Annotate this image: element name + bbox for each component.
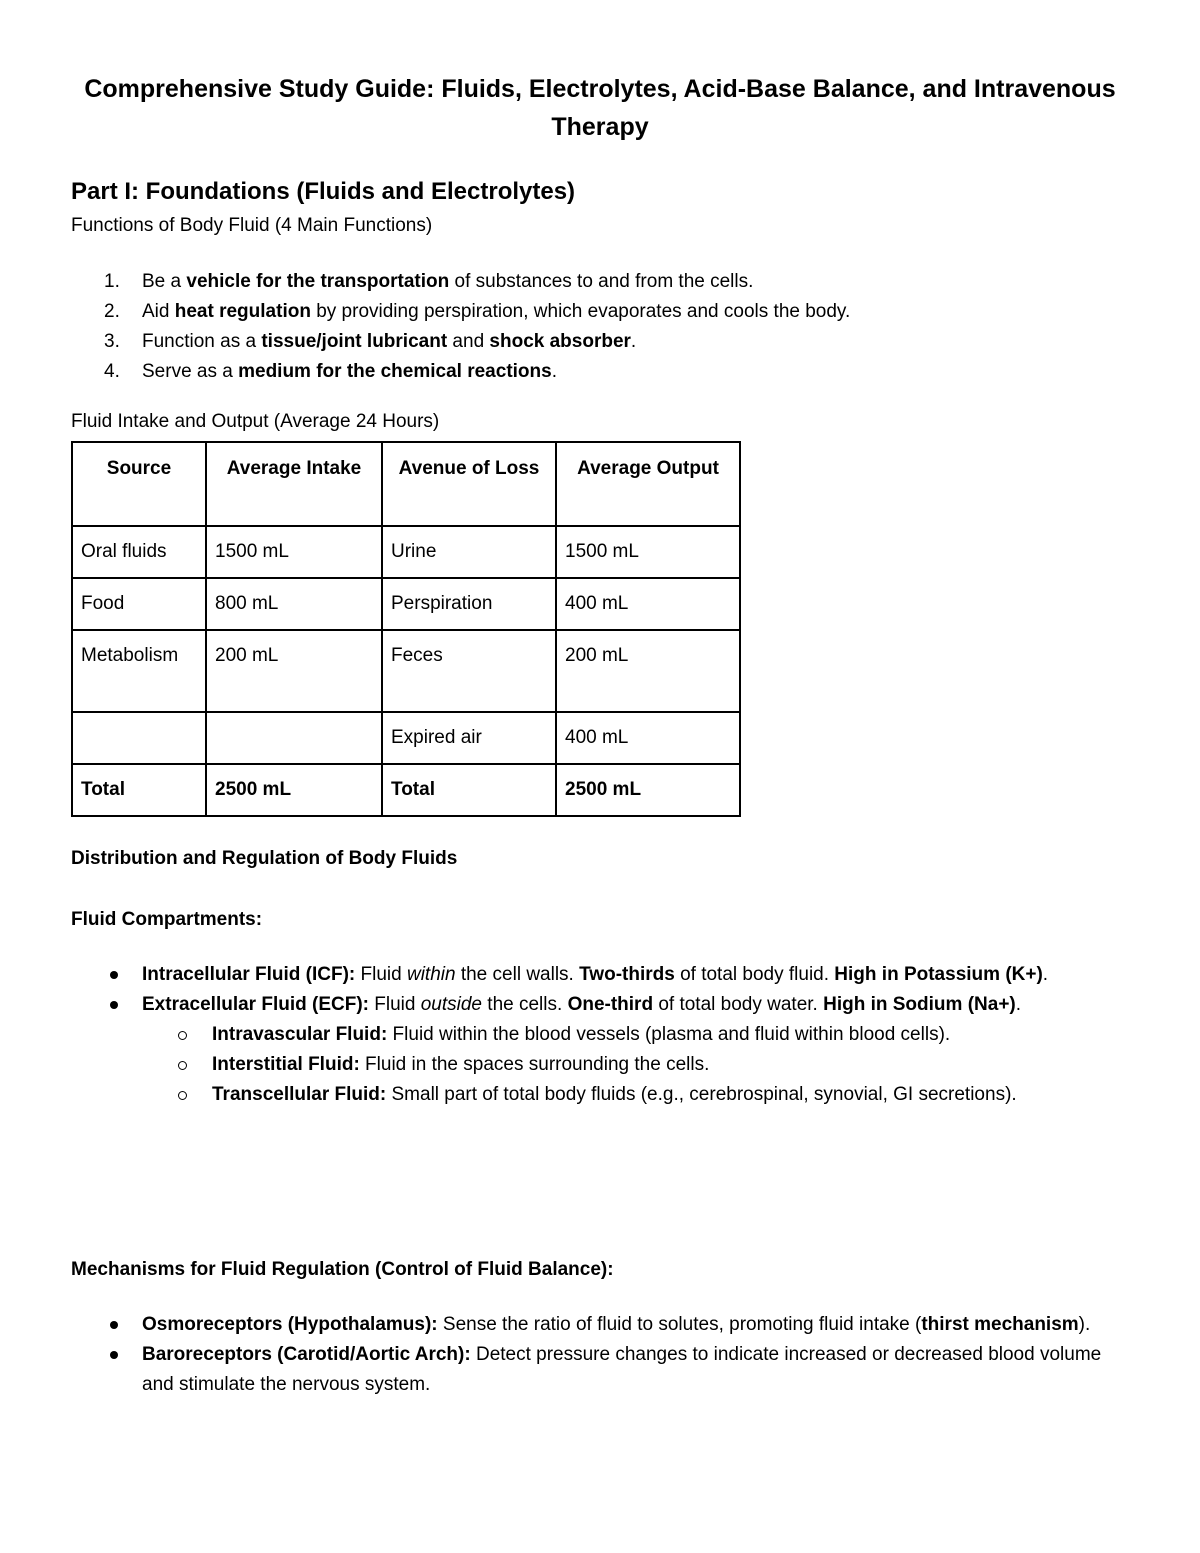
sub-list-item	[178, 1020, 1118, 1050]
item-label: Transcellular Fluid:	[212, 1084, 387, 1105]
list-item	[108, 1310, 1118, 1340]
list-item	[108, 960, 1118, 990]
item-bold: thirst mechanism	[921, 1314, 1079, 1335]
functions-heading: Functions of Body Fluid (4 Main Functions)	[71, 215, 433, 236]
item-text: .	[1015, 994, 1022, 1015]
distribution-heading: Distribution and Regulation of Body Fluids	[71, 848, 458, 869]
list-item	[100, 297, 850, 327]
item-bold: High in Potassium (K+)	[834, 964, 1043, 985]
table-header-row	[72, 442, 740, 526]
list-item	[108, 1340, 1118, 1400]
item-number: 2.	[104, 301, 120, 322]
item-bold: medium for the chemical reactions	[238, 361, 552, 382]
column-header: Avenue of Loss	[382, 442, 556, 526]
column-header: Source	[72, 442, 206, 526]
table-cell: 1500 mL	[206, 526, 382, 578]
item-text: Function as a	[142, 331, 262, 352]
bullet-icon	[110, 971, 118, 979]
table-row	[72, 712, 740, 764]
item-text: .	[1042, 964, 1049, 985]
table-cell: 200 mL	[206, 630, 382, 712]
table-cell: Oral fluids	[72, 526, 206, 578]
item-text: and	[447, 331, 490, 352]
item-bold: One-third	[567, 994, 654, 1015]
list-item	[100, 327, 850, 357]
item-text: Serve as a	[142, 361, 239, 382]
table-total-row	[72, 764, 740, 816]
item-text: the cell walls.	[455, 964, 580, 985]
table-cell: Feces	[382, 630, 556, 712]
hollow-bullet-icon	[178, 1031, 187, 1040]
item-label: Intracellular Fluid (ICF):	[142, 964, 356, 985]
item-label: Osmoreceptors (Hypothalamus):	[142, 1314, 438, 1335]
column-header: Average Intake	[206, 442, 382, 526]
item-label: Interstitial Fluid:	[212, 1054, 360, 1075]
item-text: Sense the ratio of fluid to solutes, promoting fluid intake (	[437, 1314, 922, 1335]
item-text: Fluid	[368, 994, 421, 1015]
item-text: Small part of total body fluids (e.g., cerebrospinal, synovial, GI secretions).	[386, 1084, 1017, 1105]
item-text: .	[551, 361, 557, 382]
item-text: Fluid	[355, 964, 407, 985]
intake-output-table	[71, 441, 741, 817]
table-cell: Expired air	[382, 712, 556, 764]
mechanisms-heading: Mechanisms for Fluid Regulation (Control of Fluid Balance):	[71, 1259, 614, 1280]
table-cell: Urine	[382, 526, 556, 578]
item-bold: shock absorber	[489, 331, 631, 352]
item-number: 3.	[104, 331, 120, 352]
item-emphasis: outside	[420, 994, 483, 1015]
item-number: 4.	[104, 361, 120, 382]
table-cell: 800 mL	[206, 578, 382, 630]
item-label: Baroreceptors (Carotid/Aortic Arch):	[142, 1344, 471, 1365]
part-heading: Part I: Foundations (Fluids and Electrolytes)	[71, 178, 576, 205]
item-text: of total body fluid.	[674, 964, 835, 985]
item-label: Extracellular Fluid (ECF):	[142, 994, 369, 1015]
item-text: .	[630, 331, 637, 352]
item-bold: vehicle for the transportation	[186, 271, 450, 292]
item-emphasis: within	[406, 964, 456, 985]
sub-list-item	[178, 1050, 1118, 1080]
item-bold: High in Sodium (Na+)	[823, 994, 1016, 1015]
item-bold: Two-thirds	[579, 964, 675, 985]
table-cell	[206, 712, 382, 764]
item-text: Fluid within the blood vessels (plasma and fluid within blood cells).	[387, 1024, 951, 1045]
hollow-bullet-icon	[178, 1091, 187, 1100]
table-caption: Fluid Intake and Output (Average 24 Hours)	[71, 411, 440, 432]
sub-list-item	[178, 1080, 1118, 1110]
item-number: 1.	[104, 271, 120, 292]
table-cell: Perspiration	[382, 578, 556, 630]
table-cell: 400 mL	[556, 578, 740, 630]
compartments-heading: Fluid Compartments:	[71, 909, 263, 930]
table-cell	[72, 712, 206, 764]
list-item	[108, 990, 1118, 1020]
bullet-icon	[110, 1001, 118, 1009]
table-cell: Total	[382, 764, 556, 816]
table-cell: 400 mL	[556, 712, 740, 764]
table-row	[72, 526, 740, 578]
document-title: Comprehensive Study Guide: Fluids, Electrolytes, Acid-Base Balance, and Intravenous Therapy	[84, 75, 1116, 141]
table-row	[72, 630, 740, 712]
hollow-bullet-icon	[178, 1061, 187, 1070]
item-bold: heat regulation	[174, 301, 311, 322]
item-text: of total body water.	[653, 994, 824, 1015]
item-text: Fluid in the spaces surrounding the cells.	[359, 1054, 710, 1075]
table-cell: 2500 mL	[556, 764, 740, 816]
item-text: of substances to and from the cells.	[449, 271, 754, 292]
mechanisms-list	[108, 1310, 1118, 1400]
bullet-icon	[110, 1321, 118, 1329]
table-cell: 200 mL	[556, 630, 740, 712]
item-text: Be a	[142, 271, 187, 292]
list-item	[100, 267, 850, 297]
item-text: Aid	[142, 301, 175, 322]
functions-list	[100, 267, 850, 387]
column-header: Average Output	[556, 442, 740, 526]
table-cell: 1500 mL	[556, 526, 740, 578]
list-item	[100, 357, 850, 387]
item-text: Detect pressure changes to indicate increased or decreased blood volume and stimulate the nervous system.	[142, 1344, 1102, 1395]
item-text: by providing perspiration, which evaporates and cools the body.	[310, 301, 851, 322]
table-cell: Metabolism	[72, 630, 206, 712]
item-bold: tissue/joint lubricant	[261, 331, 448, 352]
table-cell: Food	[72, 578, 206, 630]
compartments-list	[108, 960, 1118, 1110]
item-label: Intravascular Fluid:	[212, 1024, 388, 1045]
table-cell: 2500 mL	[206, 764, 382, 816]
table-row	[72, 578, 740, 630]
table-cell: Total	[72, 764, 206, 816]
bullet-icon	[110, 1351, 118, 1359]
item-text: ).	[1078, 1314, 1091, 1335]
item-text: the cells.	[482, 994, 568, 1015]
